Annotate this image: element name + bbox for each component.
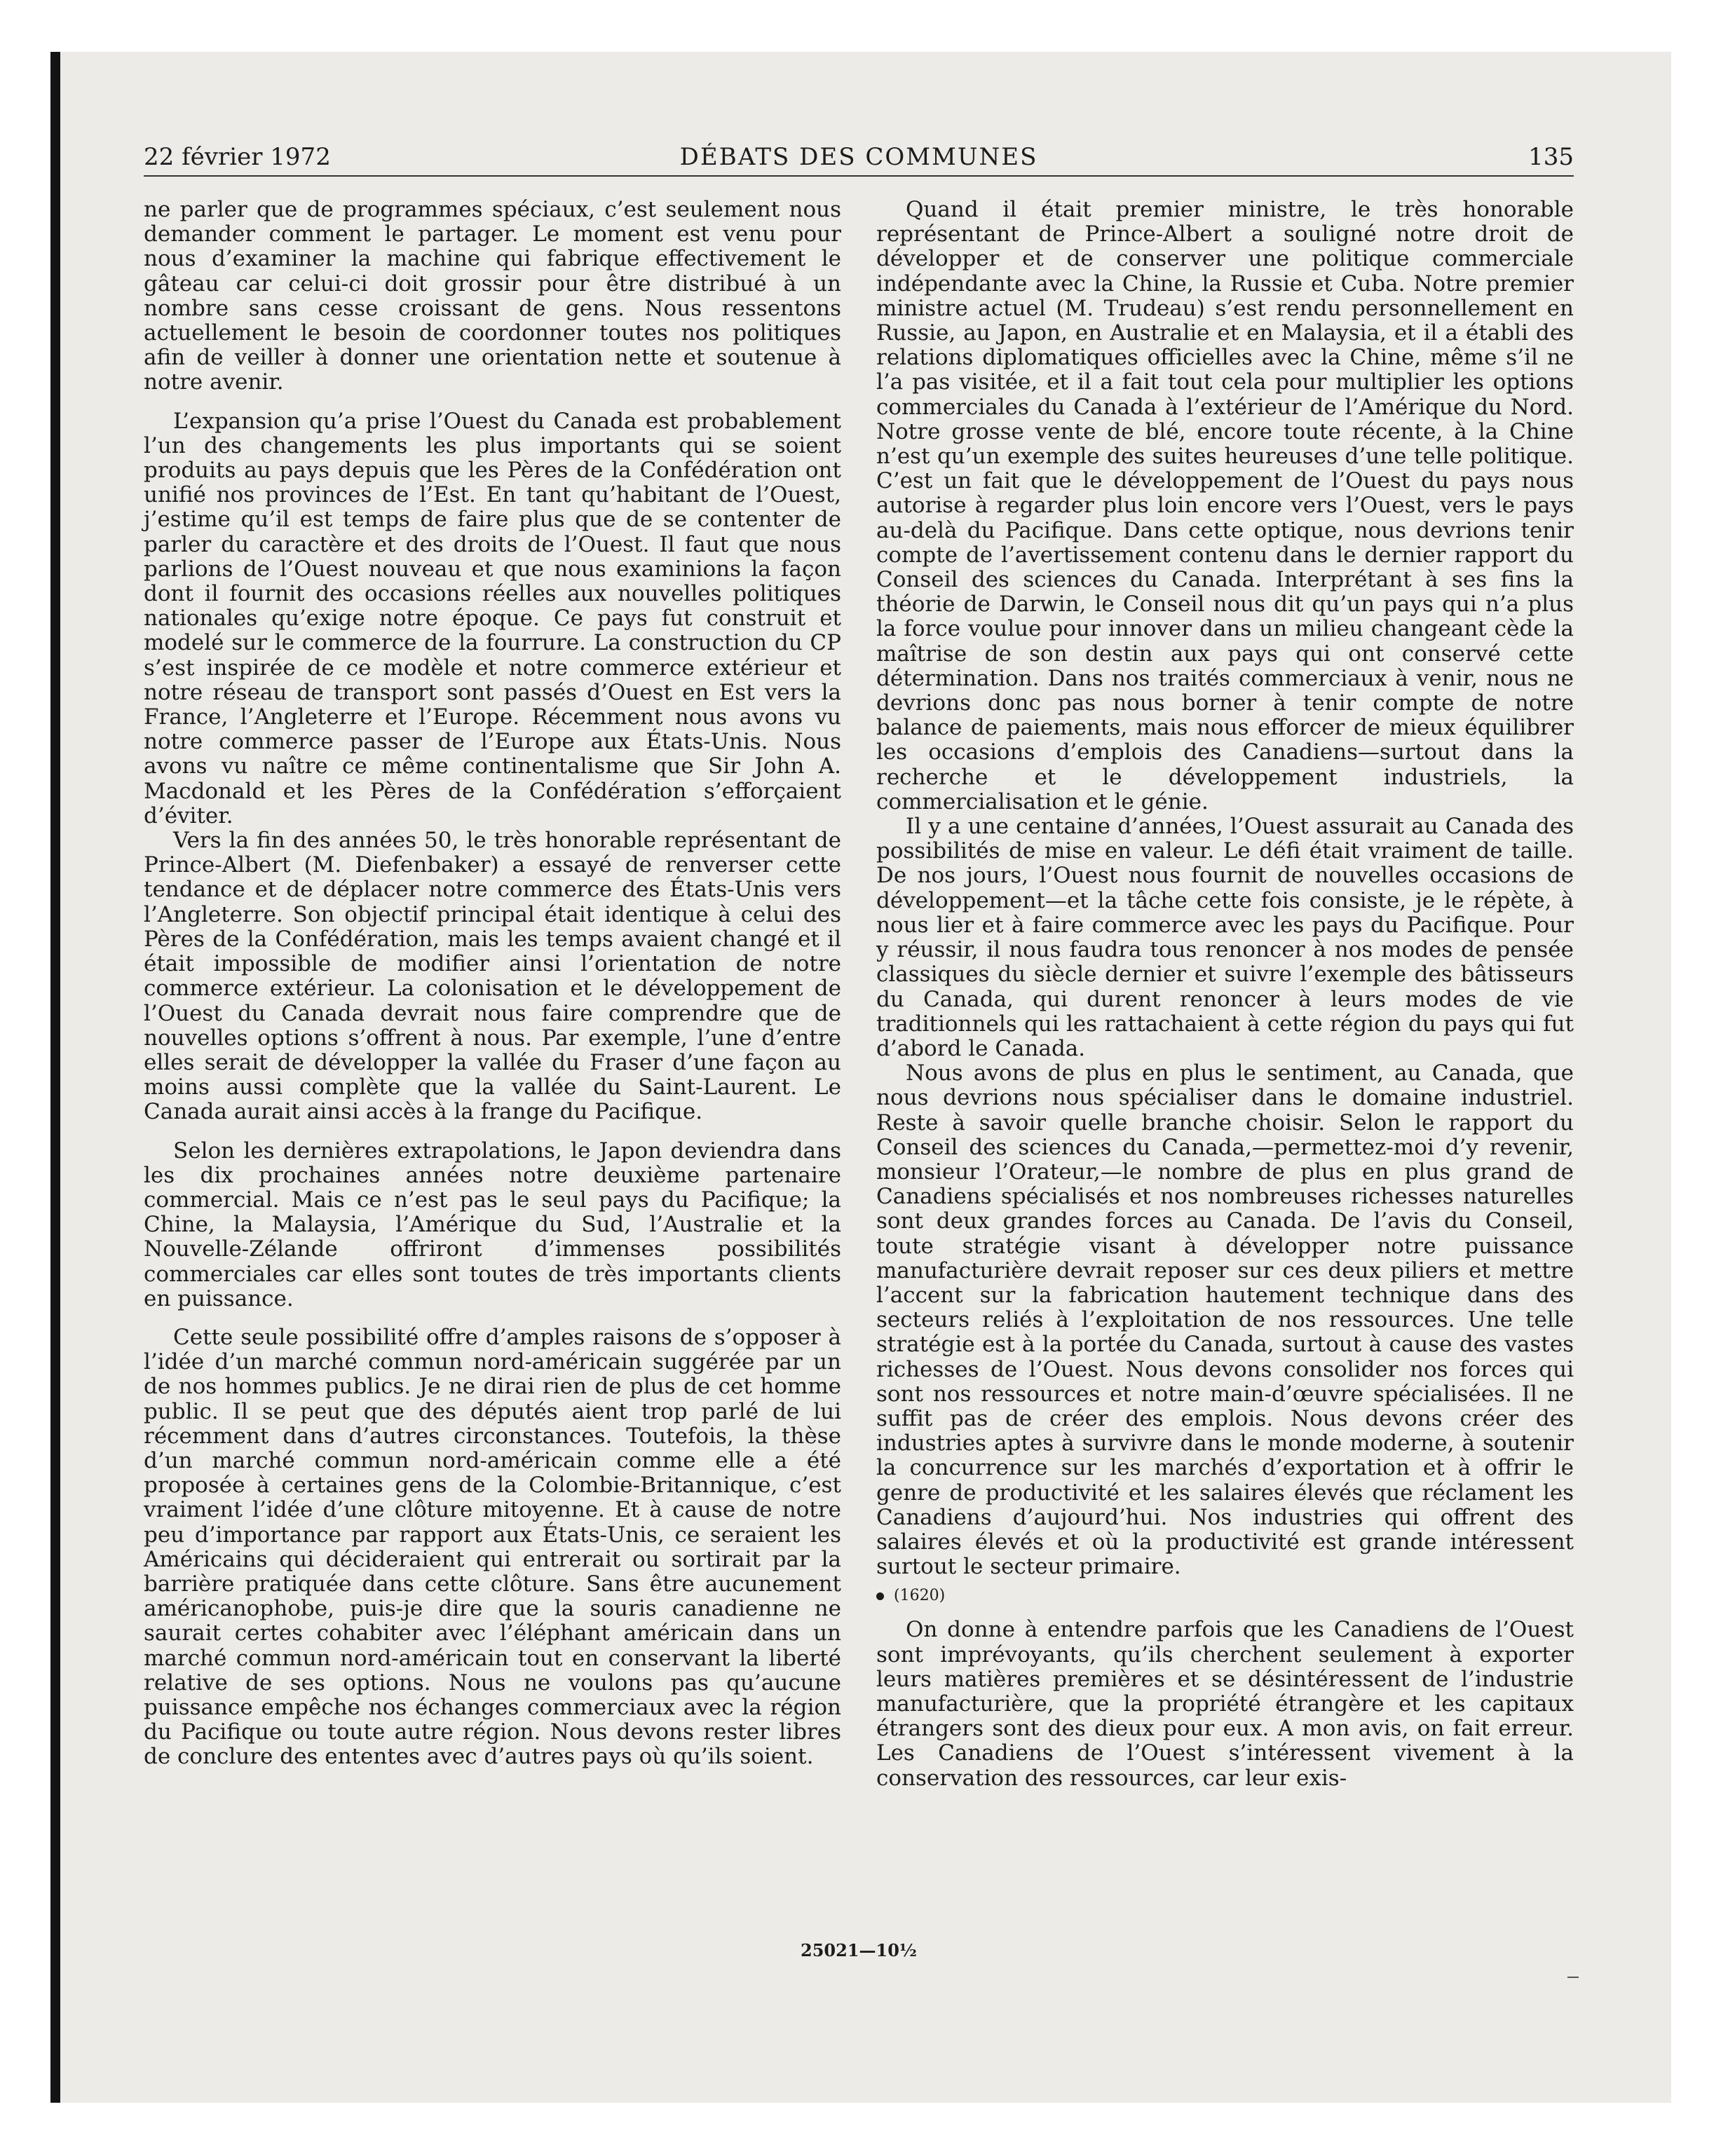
header-title: DÉBATS DES COMMUNES — [679, 143, 1038, 171]
paragraph: Cette seule possibilité offre d’amples raisons de s’opposer à l’idée d’un marché commun nord-américain suggérée par un de nos hommes publics. Je ne dirai rien de plus de cet homme public. Il se peut que des députés aient trop parlé de lui récemment dans d’autres circonstances. Toutefois, la thèse d’un marché commun nord-américain comme elle a été proposée à certaines gens de la Colombie-Britannique, c’est vraiment l’idée d’une clôture mitoyenne. Et à cause de notre peu d’importance par rapport aux États-Unis, ce seraient les Américains qui décideraient qui entrerait ou sortirait par la barrière pratiquée dans cette clôture. Sans être aucunement américanophobe, puis-je dire que la souris canadienne ne saurait certes cohabiter avec l’éléphant américain dans un marché commun nord-américain tout en conservant la liberté relative de ses options. Nous ne voulons pas qu’aucune puissance empêche nos échanges commerciaux avec la région du Pacifique ou toute autre région. Nous devons rester libres de conclure des ententes avec d’autres pays où qu’ils soient. — [144, 1324, 841, 1770]
running-header — [144, 140, 1574, 174]
header-date: 22 février 1972 — [144, 143, 331, 171]
binding-edge — [50, 52, 60, 2103]
paragraph: Il y a une centaine d’années, l’Ouest assurait au Canada des possibilités de mise en valeur. Le défi était vraiment de taille. De nos jours, l’Ouest nous fournit de nouvelles occasions de développement—et la tâche cette fois consiste, je le répète, à nous lier et à faire commerce avec les pays du Pacifique. Pour y réussir, il nous faudra tous renoncer à nos modes de pensée classiques du siècle dernier et suivre l’exemple des bâtisseurs du Canada, qui durent renoncer à leurs modes de vie traditionnels qui les rattachaient à cette région du pays qui fut d’abord le Canada. — [876, 814, 1574, 1061]
print-code: 25021—10½ — [801, 1940, 917, 1960]
bullet-icon — [876, 1592, 884, 1600]
paragraph: Vers la fin des années 50, le très honorable représentant de Prince-Albert (M. Diefenbaker) a essayé de renverser cette tendance et de déplacer notre commerce des États-Unis vers l’Angleterre. Son objectif principal était identique à celui des Pères de la Confédération, mais les temps avaient changé et il était impossible de modifier ainsi l’orientation de notre commerce extérieur. La colonisation et le développement de l’Ouest du Canada devrait nous faire comprendre que de nouvelles options s’offrent à nous. Par exemple, l’une d’entre elles serait de développer la vallée du Fraser d’une façon au moins aussi complète que la vallée du Saint-Laurent. Le Canada aurait ainsi accès à la frange du Pacifique. — [144, 828, 841, 1125]
time-marker — [876, 1583, 1574, 1608]
paragraph: Nous avons de plus en plus le sentiment, au Canada, que nous devrions nous spécialiser dans le domaine industriel. Reste à savoir quelle branche choisir. Selon le rapport du Conseil des sciences du Canada,—permettez-moi d’y revenir, monsieur l’Orateur,—le nombre de plus en plus grand de Canadiens spécialisés et nos nombreuses richesses naturelles sont deux grandes forces au Canada. De l’avis du Conseil, toute stratégie visant à développer notre puissance manufacturière devrait reposer sur ces deux piliers et mettre l’accent sur la fabrication hautement technique dans des secteurs reliés à l’exploitation de nos ressources. Une telle stratégie est à la portée du Canada, surtout à cause des vastes richesses de l’Ouest. Nous devons consolider nos forces qui sont nos ressources et notre main-d’œuvre spécialisées. Il ne suffit pas de créer des emplois. Nous devons créer des industries aptes à survivre dans le monde moderne, à soutenir la concurrence sur les marchés d’exportation et à offrir le genre de productivité et les salaires élevés que réclament les Canadiens d’aujourd’hui. Nos industries qui offrent des salaires élevés et où la productivité est grande intéressent surtout le secteur primaire. — [876, 1060, 1574, 1580]
hansard-page — [144, 140, 1574, 2075]
paragraph: Selon les dernières extrapolations, le Japon deviendra dans les dix prochaines années notre deuxième partenaire commercial. Mais ce n’est pas le seul pays du Pacifique; la Chine, la Malaysia, l’Amérique du Sud, l’Australie et la Nouvelle-Zélande offriront d’immenses possibilités commerciales car elles sont toutes de très importants clients en puissance. — [144, 1138, 841, 1311]
paragraph: Quand il était premier ministre, le très honorable représentant de Prince-Albert a souligné notre droit de développer et de conserver une politique commerciale indépendante avec la Chine, la Russie et Cuba. Notre premier ministre actuel (M. Trudeau) s’est rendu personnellement en Russie, au Japon, en Australie et en Malaysia, et il a établi des relations diplomatiques officielles avec la Chine, même s’il ne l’a pas visitée, et il a fait tout cela pour multiplier les options commerciales du Canada à l’extérieur de l’Amérique du Nord. Notre grosse vente de blé, encore toute récente, à la Chine n’est qu’un exemple des suites heureuses d’une telle politique. C’est un fait que le développement de l’Ouest du pays nous autorise à regarder plus loin encore vers l’Ouest, vers le pays au-delà du Pacifique. Dans cette optique, nous devrions tenir compte de l’avertissement contenu dans le dernier rapport du Conseil des sciences du Canada. Interprétant à ses fins la théorie de Darwin, le Conseil nous dit qu’un pays qui n’a plus la force voulue pour innover dans un milieu changeant cède la maîtrise de son destin aux pays qui ont conservé cette détermination. Dans nos traités commerciaux à venir, nous ne devrions donc pas nous borner à tenir compte de notre balance de paiements, mais nous efforcer de mieux équilibrer les occasions d’emplois des Canadiens—surtout dans la recherche et le développement industriels, la commercialisation et le génie. — [876, 197, 1574, 814]
paragraph: ne parler que de programmes spéciaux, c’est seulement nous demander comment le partager. Le moment est venu pour nous d’examiner la machine qui fabrique effectivement le gâteau car celui-ci doit grossir pour être distribué à un nombre sans cesse croissant de gens. Nous ressentons actuellement le besoin de coordonner toutes nos politiques afin de veiller à donner une orientation nette et soutenue à notre avenir. — [144, 197, 841, 395]
left-column — [144, 198, 841, 1770]
time-marker-label: (1620) — [894, 1587, 946, 1605]
right-column — [876, 198, 1574, 1791]
margin-mark — [1567, 1977, 1579, 1978]
header-rule — [144, 175, 1574, 177]
page-number: 135 — [1528, 143, 1574, 171]
paragraph: On donne à entendre parfois que les Canadiens de l’Ouest sont imprévoyants, qu’ils cherchent seulement à exporter leurs matières premières et se désintéressent de l’industrie manufacturière, que la propriété étrangère et les capitaux étrangers sont des dieux pour eux. A mon avis, on fait erreur. Les Canadiens de l’Ouest s’intéressent vivement à la conservation des ressources, car leur exis- — [876, 1617, 1574, 1791]
paragraph: L’expansion qu’a prise l’Ouest du Canada est probablement l’un des changements les plus importants qui se soient produits au pays depuis que les Pères de la Confédération ont unifié nos provinces de l’Est. En tant qu’habitant de l’Ouest, j’estime qu’il est temps de faire plus que de se contenter de parler du caractère et des droits de l’Ouest. Il faut que nous parlions de l’Ouest nouveau et que nous examinions la façon dont il fournit des occasions réelles aux nouvelles politiques nationales qu’exige notre époque. Ce pays fut construit et modelé sur le commerce de la fourrure. La construction du CP s’est inspirée de ce modèle et notre commerce extérieur et notre réseau de transport sont passés d’Ouest en Est vers la France, l’Angleterre et l’Europe. Récemment nous avons vu notre commerce passer de l’Europe aux États-Unis. Nous avons vu naître ce même continentalisme que Sir John A. Macdonald et les Pères de la Confédération s’efforçaient d’éviter. — [144, 408, 841, 828]
